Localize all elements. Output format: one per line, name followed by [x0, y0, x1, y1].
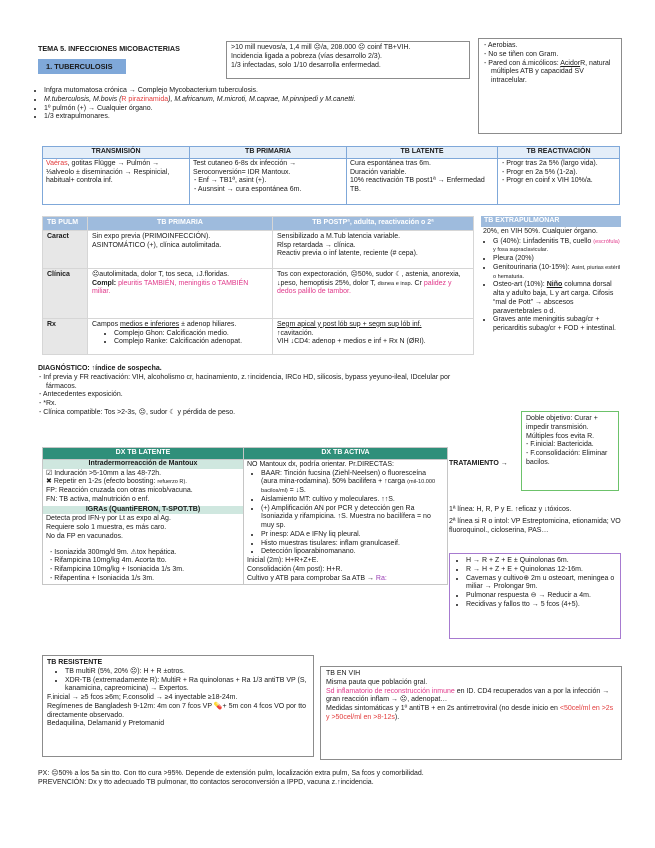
- dx-activa-cell: NO Mantoux dx, podría orientar. Pr.DIRECTAS: • BAAR: Tinción fucsina (Ziehl-Neelsen) o fluoresceína (aura mina-rodamina). 50% bacilifera + ↑carga (mil-10.000 bacilos/ml) = ↓S. • Aislamiento MT: cultivo y moleculares. ↑↑S. • (+) Amplificación AN por PCR y detección gen Ra Isoniazida y rifampicina. ↑S. Muestra no bacilífera = no muy sp. • Pr inesp: ADA e IFNγ liq pleural. • Histo muestras tisulares: inflam granulcaseif. • Detección lipoarabinomanano. Inicial (2m): H+R+Z+E. Consolidación (4m post): H+R. Cultivo y ATB para comprobar Sa ATB → Ra:: [244, 459, 448, 585]
- dx-latente-cell: Intradermorreacción de Mantoux ☑ Induración >5-10mm a las 48-72h. ✖ Repetir en 1-2s (efecto boosting: refuerzo R). FP: Reacción cruzada con otras micob/vacuna. FN: TB activa, malnutrición o enf. IGRAs (QuantiFERON, T-SPOT.TB) Detecta prod IFN-γ por Lt as expo al Ag. Requiere solo 1 muestra, es más caro. No da FP en vacunados. - Isoniazida 300mg/d 9m. ⚠tox hepática. - Rifampicina 10mg/kg 4m. Acorta tto. - Rifampicina 10mg/kg + Isoniacida 1/s 3m. - Rifapentina + Isoniacida 1/s 3m.: [43, 459, 244, 585]
- row-label: Caract: [43, 230, 88, 268]
- col-header: TB POSTPª, adulta, reactivación o 2ª: [273, 217, 474, 231]
- diag-item: - Antecedentes exposición.: [46, 391, 478, 400]
- mantoux-item: ✖ Repetir en 1-2s (efecto boosting: refuerzo R).: [46, 478, 187, 486]
- page-title: TEMA 5. INFECCIONES MICOBACTERIAS: [38, 44, 180, 53]
- col-header: TB PRIMARIA: [88, 217, 273, 231]
- resistente-box: TB RESISTENTE • TB multiR (5%, 20% ☹): H + R ±otros. • XDR-TB (extremadamente R): MultiR + Ra quinolonas + Ra 1/3 antiTB VP (S, kanamicina, capreomicina) → Expertos. F.inicial → ≥5 fcos ≥6m; F.consolid → ≥4 inyectable ≥18-24m. Regímenes de Bangladesh 9-12m: 4m con 7 fcos VP 💊+ 5m con 4 fcos VO por tto directamente observado. Bedaquilina, Delamanid y Pretomanid: [42, 655, 314, 757]
- mantoux-item: ☑ Induración >5-10mm a las 48-72h.: [46, 469, 162, 477]
- grid-cell: Sensibilizado a M.Tub latencia variable. Rlsp retardada → clínica. Reactiv previa o inf latente, reciente (# cepa).: [273, 230, 474, 268]
- extrapulm-item: • Graves ante meningitis subag/cr + pericarditis subag/cr + FOD + intestinal.: [493, 316, 621, 334]
- extrapulm-item: • Pleura (20%): [493, 255, 621, 264]
- grid-cell: Tos con expectoración, ☹50%, sudor ☾, astenia, anorexia, ↓peso, hemoptisis 25%, dolor T, disnea e insp. Cr palidez y dedos palillo de tambor.: [273, 268, 474, 318]
- intro-item: • Infgra mutomatosa crónica → Complejo Mycobacterium tuberculosis.: [44, 87, 474, 96]
- col-header: TB REACTIVACIÓN: [498, 147, 620, 159]
- pill-icon: 💊: [213, 702, 223, 710]
- grid-cell: Campos medios e inferiores ± adenop hiliares. • Complejo Ghon: Calcificación medio. • Complejo Ranke: Calcificación adenopat.: [88, 318, 273, 354]
- diag-item: - Inf previa y FR reactivación: VIH, alcoholismo cr, hacinamiento, z.↑incidencia, IRCo HD, silicosis, bypass yeyuno-ileal, IDcelular por fármacos.: [46, 374, 478, 392]
- intro-item: • M.tuberculosis, M.bovis (R pirazinamida), M.africanum, M.microti, M.caprae, M.pinnipedi y M.canetti.: [44, 96, 474, 105]
- bacteria-item: - Aerobias.: [491, 42, 617, 51]
- objective-box: Doble objetivo: Curar + impedir transmisión. Múltiples fcos evita R. - F.inicial: Bactericida. - F.consolidación: Eliminar bacilos.: [521, 411, 619, 491]
- primaria-cell: Test cutaneo 6-8s dx infección → Seroconversión= IDR Mantoux. - Enf → TB1ª, asint (+). - Ausnsint → cura espontánea 6m.: [190, 158, 347, 204]
- col-header: TB PULM: [43, 217, 88, 231]
- intro-list: [34, 87, 474, 122]
- latente-cell: Cura espontánea tras 6m. Duración variable. 10% reactivación TB post1ª → Enfermedad TB.: [347, 158, 498, 204]
- tb-pulm-table: [42, 216, 474, 355]
- bacteria-item: - No se tiñen con Gram.: [491, 51, 617, 60]
- bacteria-box: [478, 38, 622, 134]
- row-label: Rx: [43, 318, 88, 354]
- intro-item: • 1/3 extrapulmonares.: [44, 113, 474, 122]
- diag-title: DIAGNÓSTICO: ↑índice de sospecha.: [38, 365, 162, 372]
- vih-box: TB EN VIH Misma pauta que población gral. Sd inflamatorio de reconstrucción inmune en ID. CD4 recuperados van a por la infección → gran reacción inflam → ☹, adenopat… Medidas sintomáticas y 1º antiTB + en 2s antirretroviral (no desde inicio en <50cel/ml en >2s y >50cel/ml en >8-12s).: [320, 666, 622, 760]
- footer-prevencion: PREVENCIÓN: Dx y tto adecuado TB pulmonar, tto contactos seroconversión a IPPD, vacuna z.↑incidencia.: [38, 778, 374, 786]
- grid-cell: Sin expo previa (PRIMOINFECCIÓN). ASINTOMÁTICO (+), clínica autolimitada.: [88, 230, 273, 268]
- extrapulm-item: • Osteo-art (10%): Niño columna dorsal alta y adulto baja, L y art carga. Cifosis “mal de Pott” → abscesos paravertebrales o d.: [493, 281, 621, 316]
- dx-activa-title: DX TB ACTIVA: [244, 448, 448, 460]
- dx-latente-title: DX TB LATENTE: [43, 448, 244, 460]
- col-header: TB PRIMARIA: [190, 147, 347, 159]
- row-label: Clínica: [43, 268, 88, 318]
- extrapulm-intro: 20%, en VIH 50%. Cualquier órgano.: [483, 227, 598, 235]
- diagnostico: [38, 365, 478, 418]
- col-header: TB LATENTE: [347, 147, 498, 159]
- diag-item: - Clínica compatible: Tos >2-3s, ☹, sudor ☾ y pérdida de peso.: [46, 409, 478, 418]
- stats-line: 1/3 infectadas, solo 1/10 desarrolla enfermedad.: [231, 61, 381, 69]
- regimens-box: • H → R + Z + E ± Quinolonas 6m. • R → H + Z + E + Quinolonas 12-16m. • Cavernas y cultivo⊕ 2m u osteoart, meningea o miliar → Prolongar 9m. • Pulmonar respuesta ⊖ → Reducir a 4m. • Recidivas y fallos tto → 5 fcos (4+5).: [449, 553, 621, 639]
- intro-item: • 1º pulmón (+) → Cualquier órgano.: [44, 105, 474, 114]
- section-badge: 1. TUBERCULOSIS: [38, 59, 126, 74]
- stats-line: >10 mill nuevos/a, 1,4 mill ☹/a, 208.000 ☹ coinf TB+VIH.: [231, 44, 411, 51]
- reactivacion-cell: - Progr tras 2a 5% (largo vida). - Progr en 2a 5% (1-2a). - Progr en coinf x VIH 10%/a.: [498, 158, 620, 204]
- stats-line: Incidencia ligada a pobreza (vías desarrollo 2/3).: [231, 52, 382, 60]
- footer-px: PX: ☹50% a los 5a sin tto. Con tto cura >95%. Depende de extensión pulm, localización extra pulm, Sa fcos y comorbilidad.: [38, 770, 424, 777]
- treatment-lines: 1ª línea: H, R, P y E. ↑eficaz y ↓tóxicos. 2ª línea si R o intol: VP Estreptomicina, etionamida; VO fluoroquinol., cicloserina, PAS…: [449, 506, 621, 534]
- transmission-table: [42, 146, 620, 205]
- treatment-label: TRATAMIENTO →: [449, 460, 508, 467]
- col-header: TRANSMISIÓN: [43, 147, 190, 159]
- extrapulm-panel: [481, 216, 621, 334]
- footer: [38, 770, 622, 788]
- checkbox-icon: ☑: [46, 469, 53, 477]
- extrapulm-item: • Genitourinaria (10-15%): Asint, piurias estéril o hematuria.: [493, 264, 621, 282]
- dx-table: [42, 447, 448, 585]
- stats-box: [226, 41, 470, 79]
- trans-cell: Vaéras, gotitas Flügge → Pulmón → ⅓alveolo ± diseminación → Respinicial, habitual+ controla inf.: [43, 158, 190, 204]
- bacteria-item: - Pared con á.micólicos: AcidorR, natural múltiples ATB y capacidad SV intracelular.: [491, 60, 617, 86]
- grid-cell: Segm apical y post lób sup + segm sup lób inf. ↑cavitación. VIH ↓CD4: adenop + medios e inf + Rx N (ØRI).: [273, 318, 474, 354]
- cross-icon: ✖: [46, 478, 52, 486]
- extrapulm-item: • G (40%): Linfadenitis TB, cuello (escrófula) y fosa supraclavicular.: [493, 238, 621, 256]
- diag-item: - *Rx.: [46, 400, 478, 409]
- extrapulm-title: TB EXTRAPULMONAR: [481, 216, 621, 227]
- grid-cell: ☹autolimitada, dolor T, tos seca, ↓J.floridas. Compl: pleuritis TAMBIÉN, meningitis o TAMBIÉN miliar.: [88, 268, 273, 318]
